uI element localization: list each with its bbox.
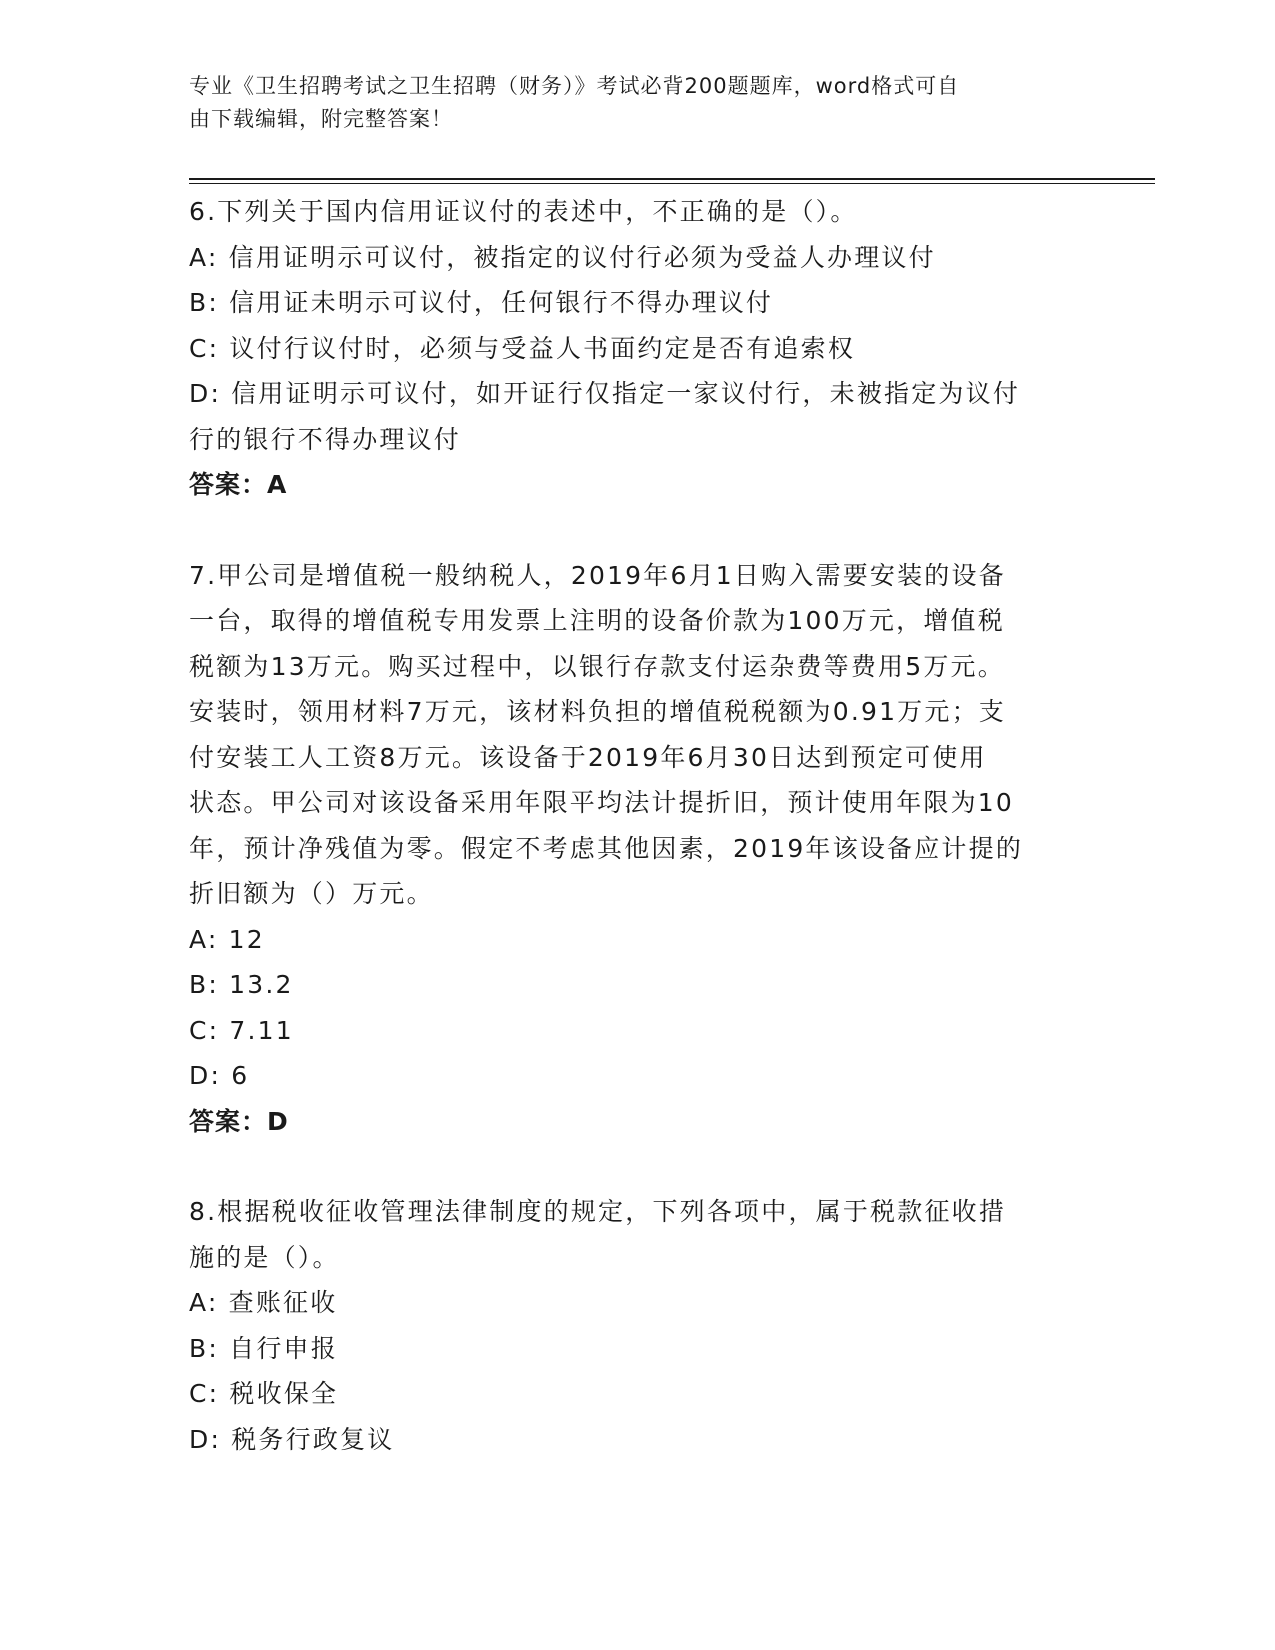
option-d: D: 6 [189, 1061, 250, 1090]
question-stem-line: 安装时，领用材料7万元，该材料负担的增值税税额为0.91万元；支 [189, 697, 1006, 726]
option-c: C: 税收保全 [189, 1379, 339, 1408]
answer-label: 答案：A [189, 470, 288, 499]
question-stem-line: 8.根据税收征收管理法律制度的规定，下列各项中，属于税款征收措 [189, 1197, 1007, 1226]
question-stem-line: 6.下列关于国内信用证议付的表述中，不正确的是（）。 [189, 197, 858, 226]
question-stem-line: 状态。甲公司对该设备采用年限平均法计提折旧，预计使用年限为10 [189, 788, 1015, 817]
questions-list [189, 189, 1089, 1462]
option-c: C: 议付行议付时，必须与受益人书面约定是否有追索权 [189, 333, 856, 363]
answer-label: 答案：D [189, 1106, 289, 1136]
option-d: D: 税务行政复议 [189, 1424, 395, 1454]
option-c: C: 7.11 [189, 1015, 294, 1045]
question-stem-line: 一台，取得的增值税专用发票上注明的设备价款为100万元，增值税 [189, 606, 1005, 635]
header-line-2: 由下载编辑，附完整答案！ [189, 107, 453, 131]
question-stem-line: 付安装工人工资8万元。该设备于2019年6月30日达到预定可使用 [189, 742, 987, 772]
option-a: A: 信用证明示可议付，被指定的议付行必须为受益人办理议付 [189, 242, 936, 272]
question-stem-line: 年，预计净残值为零。假定不考虑其他因素，2019年该设备应计提的 [189, 833, 1024, 863]
option-a: A: 查账征收 [189, 1288, 338, 1317]
question-6 [189, 189, 1089, 508]
option-b: B: 自行申报 [189, 1333, 338, 1363]
question-spacer [189, 1144, 1089, 1189]
document-header [189, 70, 1069, 136]
question-stem-line: 施的是（）。 [189, 1242, 340, 1272]
option-b: B: 13.2 [189, 970, 294, 999]
header-divider-thick [189, 178, 1155, 180]
question-7 [189, 553, 1089, 1145]
question-stem-line: 7.甲公司是增值税一般纳税人，2019年6月1日购入需要安装的设备 [189, 560, 1006, 590]
question-stem-line: 折旧额为（）万元。 [189, 879, 434, 908]
option-d: D: 信用证明示可议付，如开证行仅指定一家议付行，未被指定为议付 [189, 379, 1021, 408]
option-b: B: 信用证未明示可议付，任何银行不得办理议付 [189, 288, 774, 317]
question-spacer [189, 508, 1089, 553]
option-d-continued: 行的银行不得办理议付 [189, 424, 462, 454]
question-stem-line: 税额为13万元。购买过程中，以银行存款支付运杂费等费用5万元。 [189, 651, 1005, 681]
option-a: A: 12 [189, 924, 265, 954]
header-divider-thin [189, 183, 1155, 184]
header-line-1: 专业《卫生招聘考试之卫生招聘（财务）》考试必背200题题库，word格式可自 [189, 74, 960, 98]
question-8 [189, 1189, 1089, 1462]
